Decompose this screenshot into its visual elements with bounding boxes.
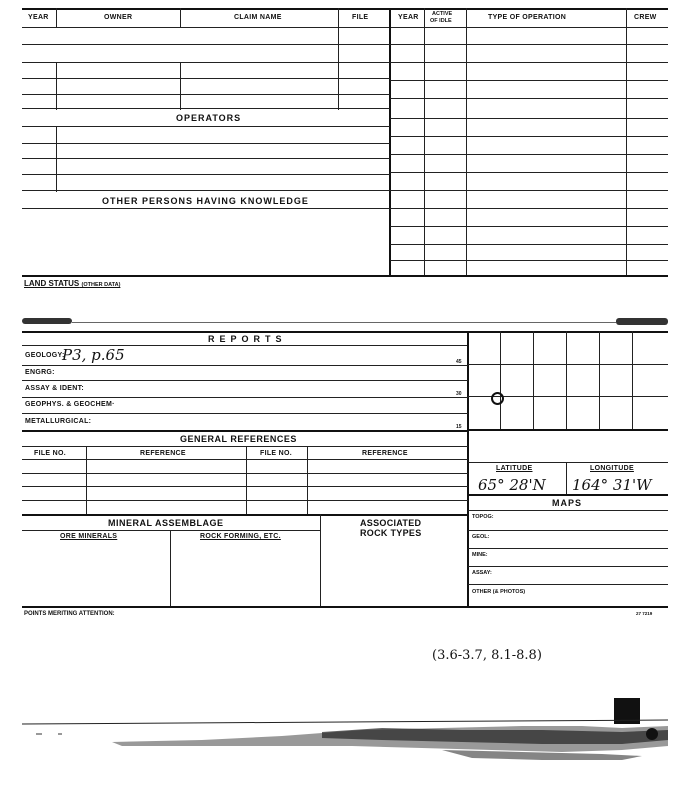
geol-label: GEOL: xyxy=(472,534,490,540)
metallurgical-label: METALLURGICAL: xyxy=(25,418,92,425)
other-photos-label: OTHER (& PHOTOS) xyxy=(472,589,526,595)
maps-title: MAPS xyxy=(552,498,583,508)
year2-header: YEAR xyxy=(398,14,419,21)
other-persons-title: OTHER PERSONS HAVING KNOWLEDGE xyxy=(102,196,309,206)
claim-name-header: CLAIM NAME xyxy=(234,14,282,21)
location-marker xyxy=(491,392,504,405)
handwritten-note: (3.6-3.7, 8.1-8.8) xyxy=(432,648,542,663)
geology-label: GEOLOGY: xyxy=(25,352,65,359)
crew-header: CREW xyxy=(634,14,657,21)
owner-header: OWNER xyxy=(104,14,133,21)
latitude-value: 65° 28'N xyxy=(478,476,546,494)
geophys-label: GEOPHYS. & GEOCHEM· xyxy=(25,401,115,408)
rock-forming-header: ROCK FORMING, ETC. xyxy=(200,533,281,540)
land-status-title: LAND STATUS (OTHER DATA) xyxy=(24,279,121,288)
topog-label: TOPOG: xyxy=(472,514,494,520)
reference-header-2: REFERENCE xyxy=(362,450,408,457)
latitude-label: LATITUDE xyxy=(496,465,533,472)
active-header-top: ACTIVE xyxy=(432,11,453,17)
mineral-assemblage-title: MINERAL ASSEMBLAGE xyxy=(108,518,224,528)
engrg-label: ENGRG: xyxy=(25,369,55,376)
mine-label: MINE: xyxy=(472,552,488,558)
year-header: YEAR xyxy=(28,14,49,21)
longitude-label: LONGITUDE xyxy=(590,465,634,472)
general-references-title: GENERAL REFERENCES xyxy=(180,434,297,444)
scan-noise-band xyxy=(22,716,668,776)
points-meriting-attention-label: POINTS MERITING ATTENTION: xyxy=(24,611,115,617)
type-of-operation-header: TYPE OF OPERATION xyxy=(488,14,567,21)
reference-header-1: REFERENCE xyxy=(140,450,186,457)
geology-value: P3, p.65 xyxy=(62,346,125,364)
rock-types-label: ROCK TYPES xyxy=(360,528,422,538)
scale-30: 30 xyxy=(456,391,462,397)
scan-smudge-right xyxy=(616,318,668,325)
file-header: FILE xyxy=(352,14,369,21)
ore-minerals-header: ORE MINERALS xyxy=(60,533,118,540)
longitude-value: 164° 31'W xyxy=(572,476,652,494)
reports-title: REPORTS xyxy=(208,334,287,344)
scale-15: 15 xyxy=(456,424,462,430)
assay-map-label: ASSAY: xyxy=(472,570,492,576)
scale-45: 45 xyxy=(456,359,462,365)
operators-title: OPERATORS xyxy=(176,113,242,123)
scan-smudge-left xyxy=(22,318,72,324)
form-number: 27 7219 xyxy=(636,611,653,616)
assay-label: ASSAY & IDENT: xyxy=(25,385,85,392)
file-no-header-2: FILE NO. xyxy=(260,450,292,457)
associated-label: ASSOCIATED xyxy=(360,518,422,528)
file-no-header-1: FILE NO. xyxy=(34,450,66,457)
active-header-bottom: OF IDLE xyxy=(430,18,452,24)
